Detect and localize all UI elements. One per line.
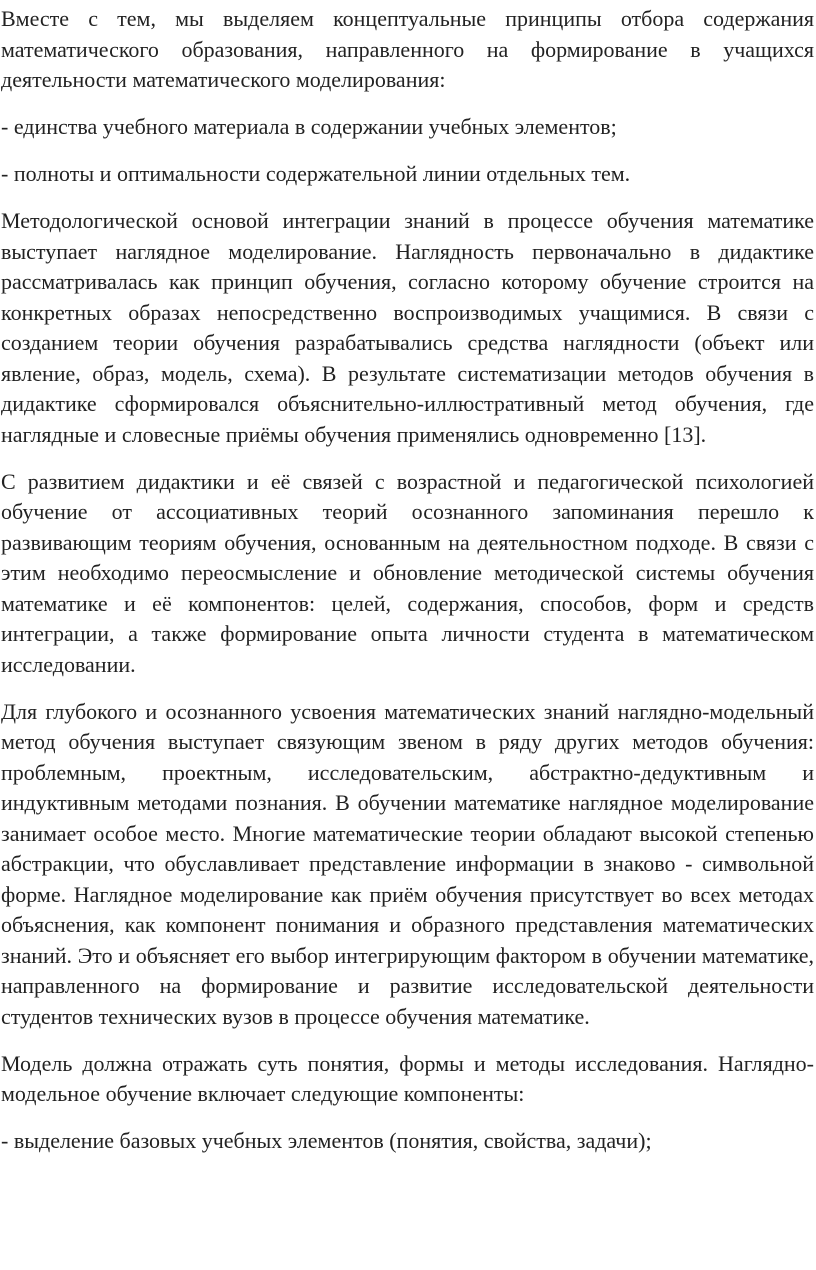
paragraph-intro: Вместе с тем, мы выделяем концептуальные принципы отбора содержания математического образования, направленного на формирование в учащихся деятельности математического моделирования: bbox=[1, 6, 814, 92]
list-item-unity: - единства учебного материала в содержании учебных элементов; bbox=[1, 114, 617, 139]
list-item-completeness: - полноты и оптимальности содержательной линии отдельных тем. bbox=[1, 161, 631, 186]
paragraph-methodology: Методологической основой интеграции знаний в процессе обучения математике выступает наглядное моделирование. Наглядность первоначально в дидактике рассматривалась как принцип обучения, согласно которому обучение строится на конкретных образах непосредственно воспроизводимых учащимися. В связи с созданием теории обучения разрабатывались средства наглядности (объект или явление, образ, модель, схема). В результате систематизации методов обучения в дидактике сформировался объяснительно-иллюстративный метод обучения, где наглядные и словесные приёмы обучения применялись одновременно [13]. bbox=[1, 208, 814, 447]
paragraph-model-components: Модель должна отражать суть понятия, формы и методы исследования. Наглядно-модельное обучение включает следующие компоненты: bbox=[1, 1050, 814, 1106]
paragraph-didactics-development: С развитием дидактики и её связей с возрастной и педагогической психологией обучение от ассоциативных теорий осознанного запоминания перешло к развивающим теориям обучения, основанным на деятельностном подходе. В связи с этим необходимо переосмысление и обновление методической системы обучения математике и её компонентов: целей, содержания, способов, форм и средств интеграции, а также формирование опыта личности студента в математическом исследовании. bbox=[1, 468, 814, 677]
paragraph-visual-model-method: Для глубокого и осознанного усвоения математических знаний наглядно-модельный метод обучения выступает связующим звеном в ряду других методов обучения: проблемным, проектным, исследовательским, абстрактно-дедуктивным и индуктивным методами познания. В обучении математике наглядное моделирование занимает особое место. Многие математические теории обладают высокой степенью абстракции, что обуславливает представление информации в знаково - символьной форме. Наглядное моделирование как приём обучения присутствует во всех методах объяснения, как компонент понимания и образного представления математических знаний. Это и объясняет его выбор интегрирующим фактором в обучении математике, направленного на формирование и развитие исследовательской деятельности студентов технических вузов в процессе обучения математике. bbox=[1, 698, 814, 1029]
list-item-basic-elements: - выделение базовых учебных элементов (понятия, свойства, задачи); bbox=[1, 1128, 652, 1153]
